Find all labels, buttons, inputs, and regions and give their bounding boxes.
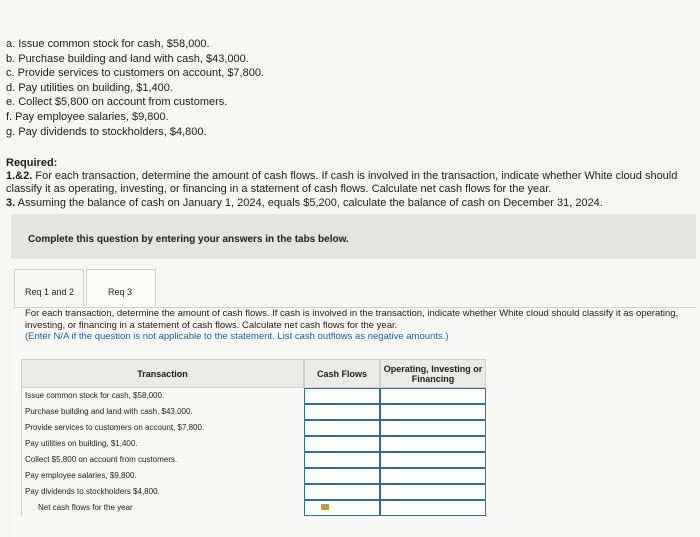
cursor-marker-icon xyxy=(321,504,329,510)
net-cash-flow-input[interactable] xyxy=(304,500,380,516)
transaction-list xyxy=(6,37,264,139)
total-label: Net cash flows for the year xyxy=(21,500,304,516)
cash-flow-input[interactable] xyxy=(304,436,380,452)
classification-input[interactable] xyxy=(380,468,486,484)
classification-input[interactable] xyxy=(380,452,486,468)
transaction-a: a. Issue common stock for cash, $58,000. xyxy=(6,38,210,50)
transaction-e: e. Collect $5,800 on account from customers. xyxy=(6,96,228,109)
net-classification-input[interactable] xyxy=(380,500,486,516)
panel-instructions xyxy=(25,308,685,343)
header-cash-flows: Cash Flows xyxy=(304,359,380,388)
cash-flow-input[interactable] xyxy=(304,452,380,468)
header-transaction: Transaction xyxy=(21,359,304,388)
row-description: Issue common stock for cash, $58,000. xyxy=(21,388,304,404)
instructions-note: (Enter N/A if the question is not applicable to the statement. List cash outflows as negative amounts.) xyxy=(25,331,449,342)
row-description: Pay utilities on building, $1,400. xyxy=(21,436,304,452)
cash-flow-input[interactable] xyxy=(304,468,380,484)
header-classification: Operating, Investing or Financing xyxy=(380,359,486,388)
instruction-banner: Complete this question by entering your answers in the tabs below. xyxy=(11,214,696,259)
required-section xyxy=(6,157,696,210)
transaction-b: b. Purchase building and land with cash, $43,000. xyxy=(6,52,249,65)
classification-input[interactable] xyxy=(380,388,486,404)
tab-req-3[interactable]: Req 3 xyxy=(86,269,156,306)
cash-flow-input[interactable] xyxy=(304,420,380,436)
transaction-f: f. Pay employee salaries, $9,800. xyxy=(6,110,169,123)
classification-input[interactable] xyxy=(380,436,486,452)
required-item-1-2: 1.&2. For each transaction, determine the amount of cash flows. If cash is involved in the transaction, indicate whether White cloud should classify it as operating, investing, or financing in a statement of cash flows. Calculate net cash flows for the year. xyxy=(6,170,678,196)
row-description: Collect $5,800 on account from customers. xyxy=(21,452,304,468)
cash-flow-input[interactable] xyxy=(304,404,380,420)
row-description: Purchase building and land with cash, $43,000. xyxy=(21,404,304,420)
cash-flow-input[interactable] xyxy=(304,388,380,404)
classification-input[interactable] xyxy=(380,484,486,500)
transaction-g: g. Pay dividends to stockholders, $4,800. xyxy=(6,125,207,138)
classification-input[interactable] xyxy=(380,420,486,436)
row-description: Pay employee salaries, $9,800. xyxy=(21,468,304,484)
instructions-main: For each transaction, determine the amount of cash flows. If cash is involved in the transaction, indicate whether White cloud should classify it as operating, investing, or financing in a statement of cash flows. Calculate net cash flows for the year. xyxy=(25,308,679,331)
required-item-3: 3. Assuming the balance of cash on January 1, 2024, equals $5,200, calculate the balance of cash on December 31, 2024. xyxy=(6,196,603,209)
row-description: Provide services to customers on account, $7,800. xyxy=(21,420,304,436)
cash-flow-input[interactable] xyxy=(304,484,380,500)
classification-input[interactable] xyxy=(380,404,486,420)
tab-panel xyxy=(14,307,696,537)
row-description: Pay dividends to stockholders $4,800. xyxy=(21,484,304,500)
tab-req-1-and-2[interactable]: Req 1 and 2 xyxy=(14,269,84,306)
transaction-d: d. Pay utilities on building, $1,400. xyxy=(6,81,173,94)
required-heading: Required: xyxy=(6,157,58,169)
transaction-c: c. Provide services to customers on account, $7,800. xyxy=(6,67,265,80)
